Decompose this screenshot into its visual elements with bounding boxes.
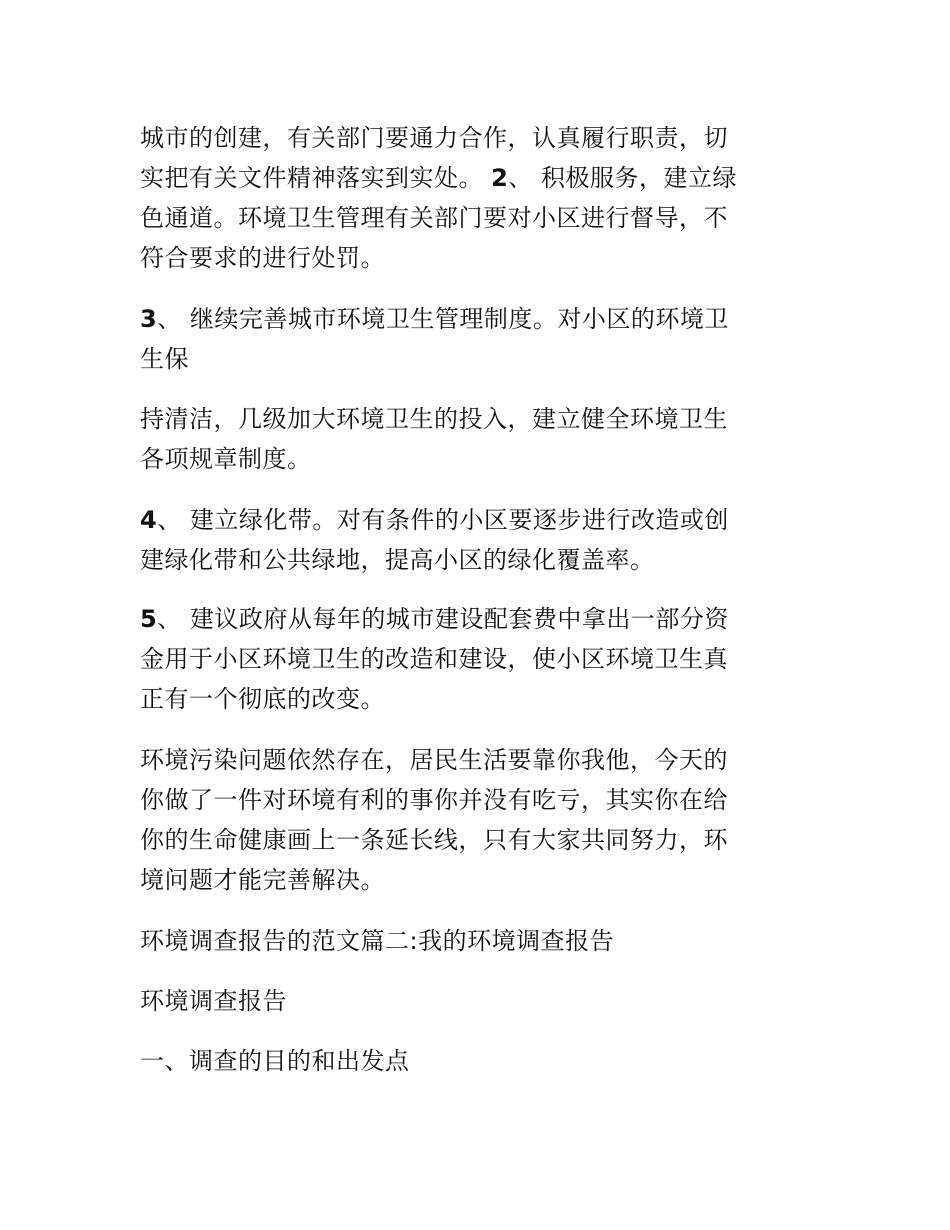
item-number: 3 [140,305,158,333]
text-line: 生保 [140,345,189,373]
paragraph-responsibilities [140,118,810,278]
text-line: 色通道。环境卫生管理有关部门要对小区进行督导，不 [140,204,728,232]
report-title: 环境调查报告 [140,987,287,1015]
section-heading-part-two: 环境调查报告的范文篇二:我的环境调查报告 [140,927,615,955]
text-line: 环境污染问题依然存在，居民生活要靠你我他，今天的 [140,746,728,774]
text-line: 实把有关文件精神落实到实处。 2、 积极服务，建立绿 [140,164,737,192]
text-line: 符合要求的进行处罚。 [140,244,385,272]
item-number: 4 [140,506,158,534]
paragraph-item-5 [140,599,810,719]
paragraph-item-3 [140,299,810,379]
text-line: 你的生命健康画上一条延长线，只有大家共同努力，环 [140,826,728,854]
text-line: 你做了一件对环境有利的事你并没有吃亏，其实你在给 [140,786,728,814]
text-line: 3、 继续完善城市环境卫生管理制度。对小区的环境卫 [140,305,729,333]
item-number: 2 [491,164,509,192]
item-number: 5 [140,605,158,633]
text-line: 4、 建立绿化带。对有条件的小区要逐步进行改造或创 [140,506,729,534]
paragraph-conclusion [140,740,810,900]
text-line: 5、 建议政府从每年的城市建设配套费中拿出一部分资 [140,605,729,633]
text-line: 境问题才能完善解决。 [140,866,385,894]
paragraph-item-4 [140,500,810,580]
section-heading-purpose: 一、调查的目的和出发点 [140,1047,410,1075]
text-line: 持清洁，几级加大环境卫生的投入，建立健全环境卫生 [140,405,728,433]
text-line: 建绿化带和公共绿地，提高小区的绿化覆盖率。 [140,546,655,574]
text-line: 城市的创建，有关部门要通力合作，认真履行职责，切 [140,124,728,152]
paragraph-cleanliness [140,399,810,479]
text-line: 金用于小区环境卫生的改造和建设，使小区环境卫生真 [140,645,728,673]
text-line: 各项规章制度。 [140,445,312,473]
text-line: 正有一个彻底的改变。 [140,685,385,713]
